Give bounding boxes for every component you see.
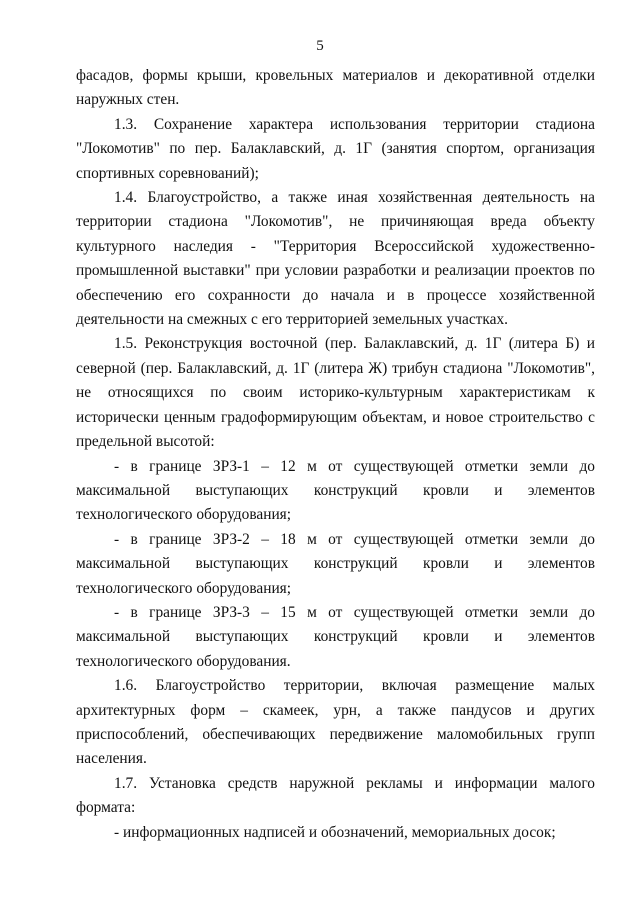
document-body [76,64,595,845]
paragraph-1-7: 1.7. Установка средств наружной рекламы и информации малого формата: [76,774,595,817]
list-item-zrz-2: - в границе ЗРЗ-2 – 18 м от существующей отметки земли до максимальной выступающих конструкций кровли и элементов технологического оборудования; [76,530,595,597]
list-item-information-signs: - информационных надписей и обозначений, мемориальных досок; [114,823,556,841]
paragraph-facades-continuation: фасадов, формы крыши, кровельных материалов и декоративной отделки наружных стен. [76,67,595,109]
paragraph-1-6: 1.6. Благоустройство территории, включая размещение малых архитектурных форм – скамеек, урн, а также пандусов и других приспособлений, обеспечивающих передвижение маломобильных групп населения. [76,677,595,768]
paragraph-1-4: 1.4. Благоустройство, а также иная хозяйственная деятельность на территории стадиона "Локомотив", не причиняющая вреда объекту культурного наследия - "Территория Всероссийской художественно-промышленной выставки" при условии разработки и реализации проектов по обеспечению его сохранности до начала и в процессе хозяйственной деятельности на смежных с его территорией земельных участках. [76,189,595,329]
page-number: 5 [316,38,324,54]
paragraph-1-3: 1.3. Сохранение характера использования территории стадиона "Локомотив" по пер. Балаклавский, д. 1Г (занятия спортом, организация спортивных соревнований); [76,115,595,182]
list-item-zrz-3: - в границе ЗРЗ-3 – 15 м от существующей отметки земли до максимальной выступающих конструкций кровли и элементов технологического оборудования. [76,603,595,670]
paragraph-1-5: 1.5. Реконструкция восточной (пер. Балаклавский, д. 1Г (литера Б) и северной (пер. Балаклавский, д. 1Г (литера Ж) трибун стадиона "Локомотив", не относящихся по своим историко-культурным характеристикам к исторически ценным градоформирующим объектам, и новое строительство с предельной высотой: [76,335,595,451]
list-item-zrz-1: - в границе ЗРЗ-1 – 12 м от существующей отметки земли до максимальной выступающих конструкций кровли и элементов технологического оборудования; [76,457,595,524]
